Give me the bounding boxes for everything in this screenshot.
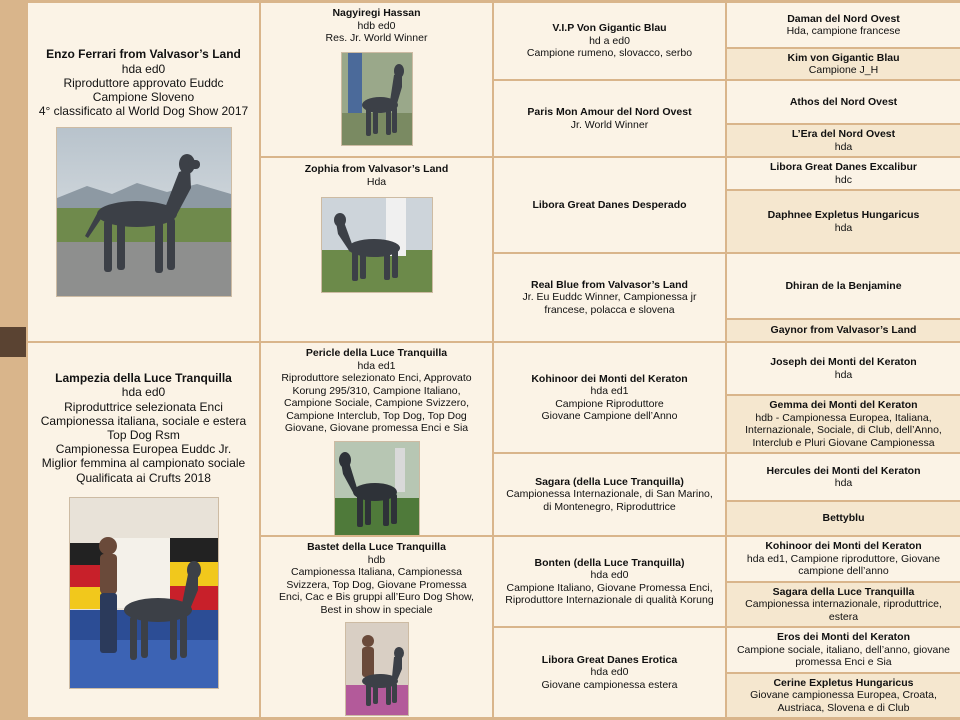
ancestor-name: Sagara della Luce Tranquilla <box>772 585 915 598</box>
ancestor-line: Hda, campione francese <box>786 25 901 37</box>
gen3-cell <box>494 3 725 79</box>
sire-name: Enzo Ferrari from Valvasor’s Land <box>46 47 241 62</box>
ancestor-line: Campionessa Italiana, Campionessa Svizzera, Top Dog, Giovane Promessa Enci, Cac e Bis gruppi all’Euro Dog Show, Best in show in speciale <box>279 566 474 616</box>
gen4-cell <box>727 537 960 581</box>
ancestor-line: Hda <box>366 175 387 188</box>
ancestor-name: Gaynor from Valvasor’s Land <box>770 324 917 337</box>
ancestor-name: L’Era del Nord Ovest <box>791 128 896 140</box>
gen3-cell <box>494 454 725 535</box>
ancestor-line: hda ed1 <box>590 385 629 397</box>
ancestor-name: Sagara (della Luce Tranquilla) <box>535 475 684 488</box>
ancestor-line: Campionessa Internazionale, di San Marino, di Montenegro, Riproduttrice <box>506 488 713 513</box>
ancestor-line: hda <box>834 368 853 381</box>
gen4-cell <box>727 158 960 189</box>
dam-name: Lampezia della Luce Tranquilla <box>55 371 232 386</box>
ancestor-name: Eros dei Monti del Keraton <box>776 631 910 644</box>
ancestor-line: hda <box>834 140 853 153</box>
ancestor-line: Jr. Eu Euddc Winner, Campionessa jr francese, polacca e slovena <box>522 291 697 316</box>
ancestor-name: Nagyiregi Hassan <box>332 7 421 19</box>
pericle-photo <box>334 441 420 536</box>
gen3-cell <box>494 158 725 252</box>
dam-line: Miglior femmina al campionato sociale <box>41 456 246 471</box>
ancestor-line: hda <box>834 477 853 489</box>
zophia-photo <box>321 197 433 293</box>
ancestor-line: hd a ed0 <box>589 34 630 47</box>
dam-line: Campionessa italiana, sociale e estera <box>40 413 247 428</box>
sire-sire-cell <box>261 3 492 156</box>
gen4-cell <box>727 320 960 341</box>
dam-line: Riproduttrice selezionata Enci <box>64 399 223 414</box>
gen4-cell <box>727 125 960 156</box>
ancestor-name: Athos del Nord Ovest <box>789 95 898 108</box>
ancestor-line: Giovane Campione dell’Anno <box>541 410 678 422</box>
gen4-cell <box>727 674 960 717</box>
ancestor-name: Gemma dei Monti del Keraton <box>769 399 918 411</box>
gen3-cell <box>494 537 725 626</box>
ancestor-name: Zophia from Valvasor’s Land <box>304 163 449 175</box>
ancestor-line: hda ed1, Campione riproduttore, Giovane campione dell’anno <box>746 552 941 578</box>
dam-line: Top Dog Rsm <box>107 428 180 442</box>
ancestor-line: Campione Italiano, Giovane Promessa Enci, Riproduttore Internazionale di qualità Korung <box>505 581 714 606</box>
dam-dam-cell <box>261 537 492 717</box>
dam-cell <box>28 343 259 717</box>
dam-line: hda ed0 <box>121 385 166 400</box>
gen4-cell <box>727 81 960 123</box>
ancestor-line: Jr. World Winner <box>570 118 649 131</box>
gen3-cell <box>494 343 725 452</box>
bastet-photo <box>345 622 409 716</box>
ancestor-line: Giovane campionessa Europea, Croata, Austriaca, Slovena e di Club <box>750 689 937 714</box>
ancestor-name: Pericle della Luce Tranquilla <box>305 347 448 359</box>
ancestor-line: hdb ed0 <box>357 19 396 32</box>
ancestor-name: Dhiran de la Benjamine <box>785 279 902 292</box>
sire-line: Riproduttore approvato Euddc <box>63 75 224 90</box>
ancestor-name: Paris Mon Amour del Nord Ovest <box>527 106 692 118</box>
dam-line: Qualificata ai Crufts 2018 <box>76 470 211 485</box>
decorative-tab <box>0 327 26 357</box>
sire-line: 4° classificato al World Dog Show 2017 <box>38 104 249 119</box>
ancestor-line: Res. Jr. World Winner <box>325 32 428 44</box>
gen3-cell <box>494 81 725 156</box>
gen4-cell <box>727 502 960 535</box>
gen4-cell <box>727 583 960 626</box>
ancestor-name: Libora Great Danes Desperado <box>532 198 687 211</box>
ancestor-line: Campione Riproduttore <box>555 397 664 410</box>
enzo-photo <box>56 127 232 297</box>
sire-line: hda ed0 <box>121 61 166 76</box>
ancestor-name: Hercules dei Monti del Keraton <box>766 464 921 477</box>
ancestor-line: hda ed1 <box>357 359 396 372</box>
ancestor-line: Campione sociale, italiano, dell’anno, giovane promessa Enci e Sia <box>736 643 951 669</box>
dam-line: Campionessa Europea Euddc Jr. <box>55 442 232 457</box>
sire-cell <box>28 3 259 341</box>
ancestor-name: Bonten (della Luce Tranquilla) <box>534 556 685 569</box>
gen4-cell <box>727 191 960 252</box>
ancestor-line: Campione rumeno, slovacco, serbo <box>526 47 693 60</box>
ancestor-name: Kim von Gigantic Blau <box>787 51 900 64</box>
ancestor-name: Kohinoor dei Monti del Keraton <box>531 372 688 385</box>
dam-sire-cell <box>261 343 492 535</box>
lampezia-photo <box>69 497 219 689</box>
ancestor-line: Campione J_H <box>808 64 879 76</box>
ancestor-name: Bastet della Luce Tranquilla <box>307 541 446 553</box>
sire-dam-cell <box>261 158 492 341</box>
ancestor-name: V.I.P Von Gigantic Blau <box>552 22 667 35</box>
gen4-cell <box>727 396 960 452</box>
gen4-cell <box>727 454 960 500</box>
gen4-cell <box>727 628 960 672</box>
gen3-cell <box>494 254 725 341</box>
ancestor-name: Bettyblu <box>822 512 865 525</box>
ancestor-name: Kohinoor dei Monti del Keraton <box>765 540 922 553</box>
ancestor-name: Cerine Expletus Hungaricus <box>773 676 914 689</box>
gen4-cell <box>727 343 960 394</box>
gen4-cell <box>727 3 960 47</box>
ancestor-name: Libora Great Danes Excalibur <box>769 161 918 173</box>
gen4-cell <box>727 49 960 79</box>
ancestor-line: Campionessa internazionale, riproduttrice, estera <box>745 598 942 623</box>
ancestor-name: Daman del Nord Ovest <box>787 12 900 25</box>
nagyiregi-photo <box>341 52 413 146</box>
ancestor-name: Real Blue from Valvasor’s Land <box>531 278 688 291</box>
ancestor-line: Giovane campionessa estera <box>541 678 678 691</box>
ancestor-line: hdc <box>835 173 852 186</box>
ancestor-line: hda <box>834 221 853 234</box>
sire-line: Campione Sloveno <box>92 90 195 105</box>
gen4-cell <box>727 254 960 318</box>
gen3-cell <box>494 628 725 717</box>
ancestor-line: hda ed0 <box>590 569 629 581</box>
ancestor-line: hdb - Campionessa Europea, Italiana, Internazionale, Sociale, di Club, dell’Anno, Interclub e Pluri Giovane Campionessa <box>745 411 942 449</box>
ancestor-line: hdb <box>367 553 386 566</box>
ancestor-line: hda ed0 <box>590 666 629 679</box>
ancestor-line: Riproduttore selezionato Enci, Approvato Korung 295/310, Campione Italiano, Campione Sociale, Campione Svizzero, Campione Interclub, Top Dog, Top Dog Giovane, Giovane promessa Enci e Sia <box>281 372 472 434</box>
ancestor-name: Joseph dei Monti del Keraton <box>770 356 917 368</box>
ancestor-name: Libora Great Danes Erotica <box>541 653 678 666</box>
ancestor-name: Daphnee Expletus Hungaricus <box>767 209 920 221</box>
